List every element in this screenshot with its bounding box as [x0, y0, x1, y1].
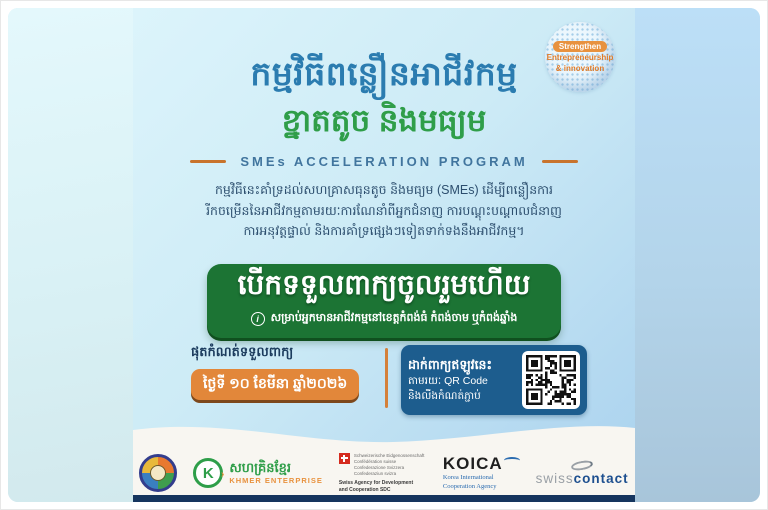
koica-logo [443, 455, 520, 490]
poster [133, 8, 635, 502]
koica-subtitle-line1: Korea International [442, 474, 494, 482]
apply-link-note: និងលីងកំណត់ភ្ជាប់ [408, 390, 481, 403]
swisscontact-wordmark [536, 472, 629, 486]
sdc-agency-line1: Swiss Agency for Development [338, 480, 414, 487]
vertical-divider [385, 348, 388, 408]
deadline-date-pill: ថ្ងៃទី ១០ ខែមីនា ឆ្នាំ២០២៦ [191, 369, 359, 400]
deadline-block [191, 344, 359, 400]
background-panel-right [635, 8, 760, 502]
subtitle-dash-left [190, 160, 226, 163]
banner-headline: បើកទទួលពាក្យចូលរួមហើយ [237, 269, 531, 300]
sdc-agency-line2: and Cooperation SDC [338, 486, 391, 493]
description-line2: រីកចម្រើននៃអាជីវកម្មតាមរយៈការណែនាំពីអ្នកជំនាញ ការបណ្តុះបណ្តាលជំនាញ [206, 203, 562, 218]
koica-subtitle [443, 474, 520, 490]
sdc-line1: Schweizerische Eidgenossenschaft [353, 452, 425, 458]
banner-note: សម្រាប់អ្នកមានអាជីវកម្មនៅខេត្តកំពង់ធំ កំពង់ចាម ឬកំពង់ឆ្នាំង [270, 312, 518, 324]
sdc-line2: Confédération suisse [353, 458, 397, 464]
qr-code-container [522, 351, 580, 409]
khmer-enterprise-mark-icon [193, 458, 223, 488]
info-icon: i [251, 312, 265, 326]
khmer-enterprise-monogram: K [202, 464, 214, 482]
background-panel-left [8, 8, 133, 502]
swisscontact-part1: swiss [535, 470, 574, 486]
koica-wordmark [443, 455, 520, 472]
poster-title-khmer-line1: កម្មវិធីពន្លឿនអាជីវកម្ម [250, 55, 518, 92]
apply-title: ដាក់ពាក្យឥឡូវនេះ [408, 357, 492, 372]
program-subtitle: SMEs ACCELERATION PROGRAM [240, 154, 528, 169]
ministry-seal-logo [139, 454, 177, 492]
program-subtitle-row [133, 154, 635, 169]
apply-panel [401, 345, 587, 415]
swiss-sdc-top [339, 453, 427, 477]
description-line3: ការអនុវត្តផ្ទាល់ និងការគាំទ្រផ្សេងៗទៀតទាក់ទងនឹងអាជីវកម្ម។ [243, 224, 525, 239]
badge-line2: & innovation [555, 63, 605, 73]
apply-via-qr: តាមរយៈ QR Code [408, 374, 488, 387]
program-description [161, 180, 607, 242]
partner-logos-row [133, 450, 635, 496]
badge-line1: Entrepreneurship [546, 53, 614, 63]
qr-code [526, 355, 576, 405]
sdc-line4: Confederaziun svizra [353, 471, 397, 477]
koica-name-text: KOICA [442, 454, 503, 474]
swisscontact-ellipse-icon [571, 459, 594, 472]
sdc-agency-name [339, 480, 427, 493]
khmer-enterprise-name-khmer: សហគ្រិនខ្មែរ [229, 460, 291, 476]
ministry-seal-core [150, 465, 166, 481]
badge-pill-label: Strengthen [553, 41, 607, 53]
khmer-enterprise-text [229, 461, 323, 485]
open-application-banner [207, 264, 561, 338]
swiss-sdc-logo [339, 453, 427, 493]
poster-image-card[interactable] [8, 8, 760, 502]
swisscontact-part2: contact [573, 470, 629, 486]
khmer-enterprise-arrow-icon: › [221, 469, 225, 480]
swisscontact-logo [536, 461, 629, 486]
khmer-enterprise-name-english: KHMER ENTERPRISE [229, 475, 323, 485]
apply-text-column [408, 356, 515, 405]
poster-title-khmer-line2: ខ្នាតតូច និងមធ្យម [281, 103, 487, 138]
banner-note-row [207, 311, 561, 327]
swiss-flag-icon [339, 453, 350, 464]
poster-footer-strip [133, 495, 635, 502]
subtitle-dash-right [542, 160, 578, 163]
khmer-enterprise-logo [193, 458, 323, 488]
deadline-label: ផុតកំណត់ទទួលពាក្យ [191, 344, 294, 359]
koica-swoosh-icon [504, 457, 520, 464]
sdc-line3: Confederazione Svizzera [353, 465, 405, 470]
description-line1: កម្មវិធីនេះគាំទ្រដល់សហគ្រាសធុនតូច និងមធ្យម (SMEs) ដើម្បីពន្លឿនការ [214, 183, 554, 197]
koica-subtitle-line2: Cooperation Agency [442, 482, 497, 490]
swiss-confederation-lines [354, 453, 425, 477]
